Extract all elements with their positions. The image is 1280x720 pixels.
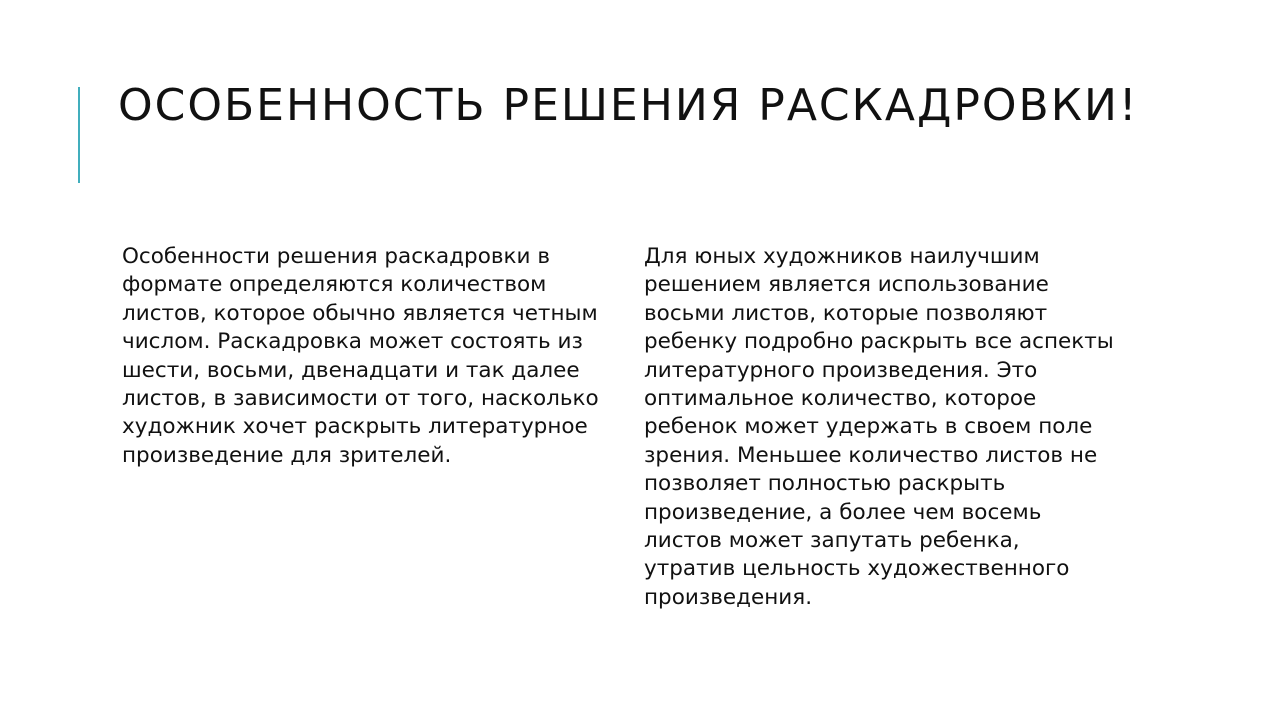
left-text-column: Особенности решения раскадровки в формате определяются количеством листов, которое обычно является четным числом. Раскадровка может состоять из шести, восьми, двенадцати и так далее листов, в зависимости от того, насколько художник хочет раскрыть литературное произведение для зрителей. <box>122 244 599 468</box>
slide-title: ОСОБЕННОСТЬ РЕШЕНИЯ РАСКАДРОВКИ! <box>118 80 1139 131</box>
right-text-column: Для юных художников наилучшим решением является использование восьми листов, которые позволяют ребенку подробно раскрыть все аспекты литературного произведения. Это оптимальное количество, которое ребенок может удержать в своем поле зрения. Меньшее количество листов не позволяет полностью раскрыть произведение, а более чем восемь листов может запутать ребенка, утратив цельность художественного произведения. <box>644 244 1114 610</box>
title-accent-bar <box>78 87 80 183</box>
